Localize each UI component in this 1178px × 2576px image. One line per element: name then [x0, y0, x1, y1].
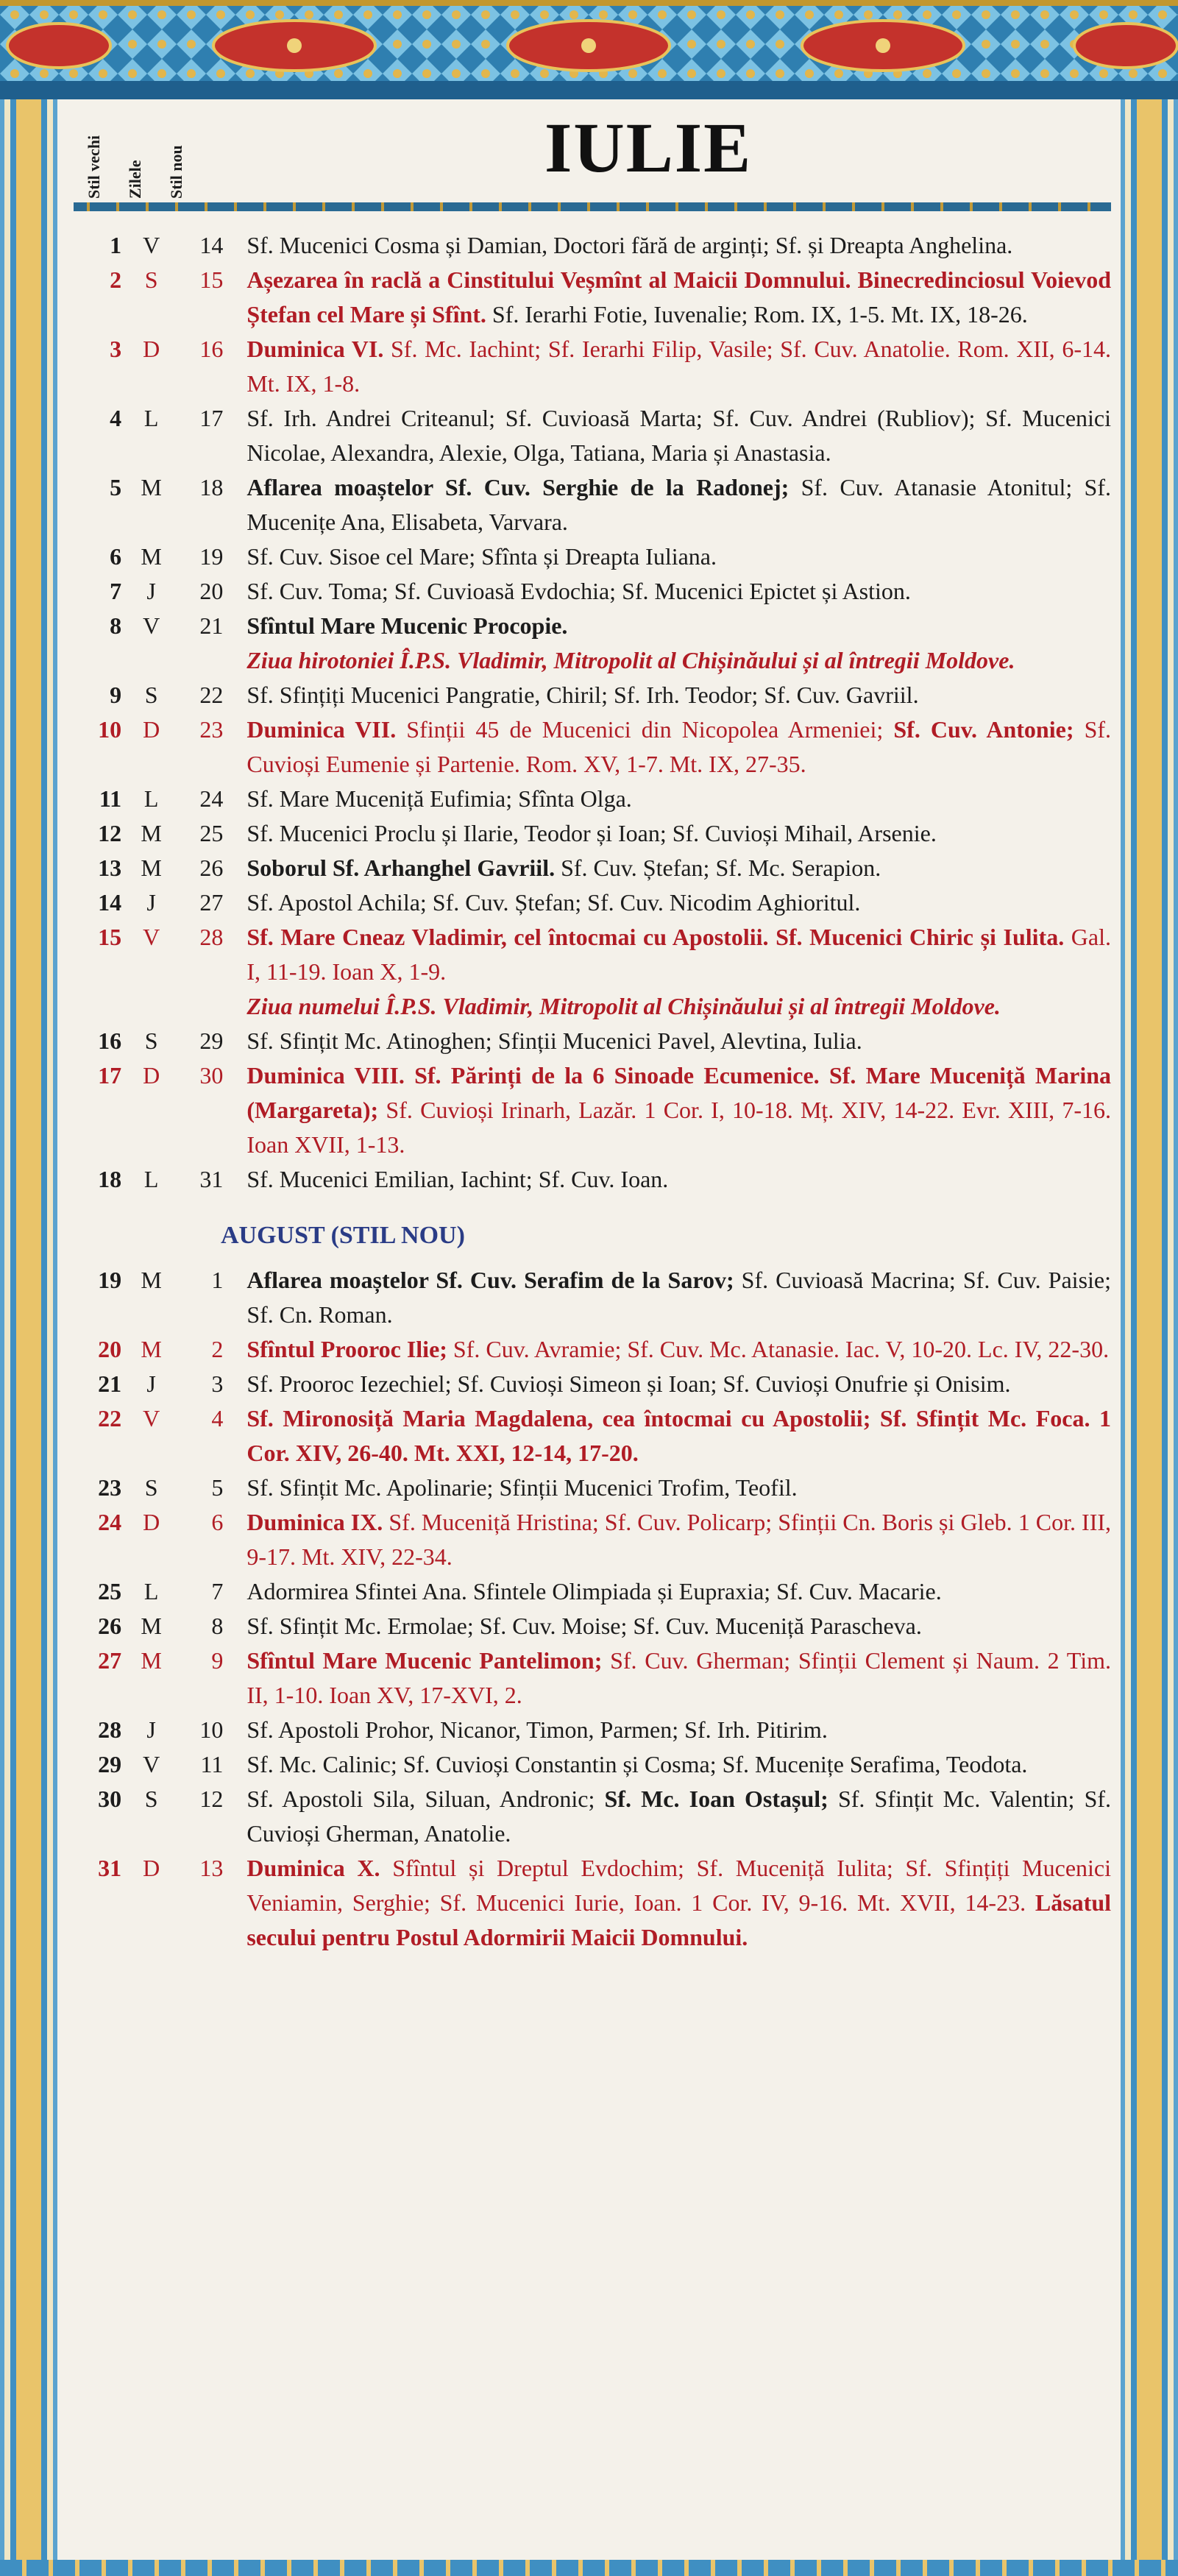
entry-text	[246, 1162, 1111, 1197]
entry-weekday: S	[144, 1786, 158, 1812]
calendar-entry-row	[74, 1713, 1111, 1747]
entry-weekday: M	[141, 1336, 162, 1362]
entry-new-style-date: 12	[199, 1786, 224, 1812]
entry-new-style-date: 3	[211, 1370, 224, 1397]
entry-new-style-date: 25	[199, 820, 224, 846]
calendar-entry-row	[74, 539, 1111, 574]
calendar-entry-row	[74, 470, 1111, 539]
entry-weekday: S	[144, 1027, 158, 1054]
entry-text-segment: Sf. Sfințiți Mucenici Pangratie, Chiril; Sf. Irh. Teodor; Sf. Cuv. Gavriil.	[246, 682, 919, 708]
entry-weekday: L	[143, 1578, 159, 1604]
entry-new-style-date: 1	[211, 1267, 224, 1293]
entry-old-style-date: 18	[98, 1166, 122, 1192]
entry-text	[246, 1471, 1111, 1505]
entry-weekday: V	[143, 1751, 160, 1777]
calendar-entry-row	[74, 332, 1111, 401]
entry-text-segment: Adormirea Sfintei Ana. Sfintele Olimpiada și Eupraxia; Sf. Cuv. Macarie.	[246, 1578, 942, 1604]
entry-old-style-date: 31	[98, 1855, 122, 1881]
entry-weekday: D	[143, 716, 160, 743]
entry-weekday: S	[144, 1474, 158, 1501]
entry-weekday: V	[143, 1405, 160, 1432]
august-section-title: AUGUST (STIL NOU)	[221, 1222, 465, 1249]
column-headings	[74, 107, 221, 199]
entry-old-style-date: 8	[110, 612, 122, 639]
calendar-entry-row	[74, 263, 1111, 332]
entry-old-style-date: 11	[99, 785, 122, 812]
entry-text	[246, 1058, 1111, 1162]
calendar-entry-row	[74, 609, 1111, 678]
entry-old-style-date: 1	[110, 232, 122, 258]
entry-old-style-date: 9	[110, 682, 122, 708]
entry-text	[246, 228, 1111, 263]
entry-text-segment: Sf. Cuv. Atanasie Atonitul; Sf. Mucenițe Ana, Elisabeta, Varvara.	[246, 474, 1112, 535]
entry-old-style-date: 12	[98, 820, 122, 846]
entry-new-style-date: 16	[199, 336, 224, 362]
calendar-entries	[74, 228, 1111, 1955]
entry-text-segment: Aflarea moaștelor Sf. Cuv. Serghie de la Radonej;	[246, 474, 790, 500]
entry-text	[246, 1367, 1111, 1401]
calendar-entry-row	[74, 1263, 1111, 1332]
entry-old-style-date: 3	[110, 336, 122, 362]
entry-text	[246, 470, 1111, 539]
entry-new-style-date: 8	[211, 1613, 224, 1639]
entry-text	[246, 1263, 1111, 1332]
entry-new-style-date: 27	[199, 889, 224, 916]
calendar-header	[74, 99, 1111, 202]
calendar-entry-row	[74, 1367, 1111, 1401]
calendar-entry-row	[74, 920, 1111, 1024]
entry-text-segment: Sf. Mucenici Proclu și Ilarie, Teodor și Ioan; Sf. Cuvioși Mihail, Arsenie.	[246, 820, 937, 846]
entry-weekday: J	[146, 578, 156, 604]
entry-text-segment: Sf. Mare Muceniță Eufimia; Sfînta Olga.	[246, 785, 632, 812]
entry-text	[246, 1574, 1111, 1609]
entry-text-segment: Sf. Sfințit Mc. Ermolae; Sf. Cuv. Moise; Sf. Cuv. Muceniță Parascheva.	[246, 1613, 922, 1639]
calendar-entry-row	[74, 712, 1111, 782]
entry-text-segment: Sf. Muceniță Hristina; Sf. Cuv. Policarp; Sfinții Cn. Boris și Gleb. 1 Cor. III, 9-17. Mt. XIV, 22-34.	[246, 1509, 1112, 1570]
entry-new-style-date: 21	[199, 612, 224, 639]
entry-text	[246, 1505, 1111, 1574]
entry-text	[246, 816, 1111, 851]
column-heading-weekday: Zilele	[126, 160, 144, 199]
entry-old-style-date: 21	[98, 1370, 122, 1397]
entry-text	[246, 1782, 1111, 1851]
entry-weekday: J	[146, 1716, 156, 1743]
entry-weekday: D	[143, 1509, 160, 1535]
entry-weekday: D	[143, 1062, 160, 1089]
calendar-entry-row	[74, 1505, 1111, 1574]
entry-new-style-date: 11	[200, 1751, 224, 1777]
entry-text-segment: Duminica VI.	[246, 336, 384, 362]
entry-old-style-date: 23	[98, 1474, 122, 1501]
calendar-entry-row	[74, 1574, 1111, 1609]
entry-new-style-date: 6	[211, 1509, 224, 1535]
entry-weekday: M	[141, 854, 162, 881]
entry-text-segment: Sf. Apostoli Prohor, Nicanor, Timon, Parmen; Sf. Irh. Pitirim.	[246, 1716, 828, 1743]
entry-old-style-date: 28	[98, 1716, 122, 1743]
entry-old-style-date: 29	[98, 1751, 122, 1777]
entry-new-style-date: 20	[199, 578, 224, 604]
entry-text-segment: Sfinții 45 de Mucenici din Nicopolea Armeniei;	[396, 716, 894, 743]
entry-text-segment: Sfîntul Mare Mucenic Procopie.	[246, 612, 568, 639]
calendar-entry-row	[74, 1332, 1111, 1367]
entry-new-style-date: 10	[199, 1716, 224, 1743]
entry-old-style-date: 7	[110, 578, 122, 604]
entry-weekday: S	[144, 266, 158, 293]
entry-new-style-date: 22	[199, 682, 224, 708]
entry-new-style-date: 19	[199, 543, 224, 570]
calendar-entry-row	[74, 1401, 1111, 1471]
entry-old-style-date: 19	[98, 1267, 122, 1293]
entry-text	[246, 1401, 1111, 1471]
august-entries	[74, 1263, 1111, 1955]
entry-text-segment: Sf. Mc. Calinic; Sf. Cuvioși Constantin și Cosma; Sf. Mucenițe Serafima, Teodota.	[246, 1751, 1028, 1777]
entry-old-style-date: 17	[98, 1062, 122, 1089]
entry-text-segment: Duminica VII.	[246, 716, 397, 743]
entry-weekday: J	[146, 1370, 156, 1397]
entry-text-segment: Sf. Mucenici Cosma și Damian, Doctori fără de arginți; Sf. și Dreapta Anghelina.	[246, 232, 1013, 258]
entry-text	[246, 1024, 1111, 1058]
entry-old-style-date: 27	[98, 1647, 122, 1674]
entry-old-style-date: 15	[98, 924, 122, 950]
entry-text-segment: Sfîntul Mare Mucenic Pantelimon;	[246, 1647, 603, 1674]
entry-text	[246, 1332, 1111, 1367]
entry-text-segment: Sf. Apostol Achila; Sf. Cuv. Ștefan; Sf. Cuv. Nicodim Aghioritul.	[246, 889, 861, 916]
entry-old-style-date: 5	[110, 474, 122, 500]
entry-new-style-date: 9	[211, 1647, 224, 1674]
entry-text-segment: Sf. Sfințit Mc. Apolinarie; Sfinții Mucenici Trofim, Teofil.	[246, 1474, 798, 1501]
entry-text-segment: Sf. Ierarhi Fotie, Iuvenalie; Rom. IX, 1-5. Mt. IX, 18-26.	[486, 301, 1028, 328]
entry-text-segment: Sf. Cuv. Toma; Sf. Cuvioasă Evdochia; Sf. Mucenici Epictet și Astion.	[246, 578, 911, 604]
entry-text	[246, 851, 1111, 885]
entry-weekday: L	[143, 1166, 159, 1192]
entry-text	[246, 1713, 1111, 1747]
entry-text-segment: Sf. Mc. Ioan Ostașul;	[604, 1786, 828, 1812]
entry-text-segment: Sf. Cuv. Ștefan; Sf. Mc. Serapion.	[555, 854, 881, 881]
entry-text-segment: Duminica X.	[246, 1855, 380, 1881]
entry-text-segment: Sf. Mare Cneaz Vladimir, cel întocmai cu Apostolii. Sf. Mucenici Chiric și Iulita.	[246, 924, 1065, 950]
entry-text-segment: Așezarea în raclă a Cinstitului Veșmînt al Maicii Domnului. Binecredinciosul Voievod Ștefan cel Mare și Sfînt.	[246, 266, 1111, 328]
entry-new-style-date: 29	[199, 1027, 224, 1054]
entry-text	[246, 539, 1111, 574]
calendar-entry-row	[74, 782, 1111, 816]
calendar-entry-row	[74, 401, 1111, 470]
entry-new-style-date: 31	[199, 1166, 224, 1192]
entry-text-segment: Sf. Apostoli Sila, Siluan, Andronic;	[246, 1786, 605, 1812]
entry-text-segment: Sf. Prooroc Iezechiel; Sf. Cuvioși Simeon și Ioan; Sf. Cuvioși Onufrie și Onisim.	[246, 1370, 1011, 1397]
entry-text-segment: Sf. Mucenici Emilian, Iachint; Sf. Cuv. Ioan.	[246, 1166, 669, 1192]
entry-new-style-date: 28	[199, 924, 224, 950]
entry-text-segment: Sfîntul și Dreptul Evdochim; Sf. Muceniță Iulita; Sf. Sfințiți Mucenici Veniamin, Serghie; Sf. Mucenici Iurie, Ioan. 1 Cor. IV, 9-16. Mt. XVII, 14-23.	[246, 1855, 1112, 1916]
entry-text	[246, 1609, 1111, 1643]
entry-new-style-date: 17	[199, 405, 224, 431]
entry-weekday: S	[144, 682, 158, 708]
entry-text-segment: Sf. Cuvioasă Macrina; Sf. Cuv. Paisie; Sf. Cn. Roman.	[246, 1267, 1112, 1328]
entry-text-segment: Sf. Sfințit Mc. Atinoghen; Sfinții Mucenici Pavel, Alevtina, Iulia.	[246, 1027, 862, 1054]
calendar-entry-row	[74, 678, 1111, 712]
entry-new-style-date: 13	[199, 1855, 224, 1881]
entry-weekday: D	[143, 336, 160, 362]
entry-text-segment: Gal. I, 11-19. Ioan X, 1-9.	[246, 924, 1112, 985]
calendar-entry-row	[74, 1643, 1111, 1713]
entry-weekday: M	[141, 1647, 162, 1674]
entry-old-style-date: 13	[98, 854, 122, 881]
entry-text	[246, 401, 1111, 470]
entry-text-segment: Sfîntul Prooroc Ilie;	[246, 1336, 447, 1362]
entry-text	[246, 263, 1111, 332]
calendar-entry-row	[74, 851, 1111, 885]
calendar-entry-row	[74, 1471, 1111, 1505]
entry-new-style-date: 7	[211, 1578, 224, 1604]
entry-note: Ziua numelui Î.P.S. Vladimir, Mitropolit al Chișinăului și al întregii Moldove.	[246, 993, 1001, 1019]
entry-new-style-date: 18	[199, 474, 224, 500]
july-entries	[74, 228, 1111, 1197]
left-ornamental-border	[0, 99, 57, 2576]
entry-text	[246, 712, 1111, 782]
entry-new-style-date: 23	[199, 716, 224, 743]
entry-old-style-date: 4	[110, 405, 122, 431]
entry-text	[246, 332, 1111, 401]
entry-weekday: D	[143, 1855, 160, 1881]
calendar-entry-row	[74, 574, 1111, 609]
entry-weekday: M	[141, 543, 162, 570]
entry-text	[246, 1851, 1111, 1955]
entry-text-segment: Sf. Irh. Andrei Criteanul; Sf. Cuvioasă Marta; Sf. Cuv. Andrei (Rubliov); Sf. Mucenici Nicolae, Alexandra, Alexie, Olga, Tatiana, Maria și Anastasia.	[246, 405, 1111, 466]
entry-weekday: L	[143, 405, 159, 431]
entry-old-style-date: 30	[98, 1786, 122, 1812]
calendar-entry-row	[74, 228, 1111, 263]
column-heading-old-style: Stil vechi	[85, 135, 103, 199]
top-ornamental-border	[0, 0, 1178, 99]
entry-text-segment: Sf. Mc. Iachint; Sf. Ierarhi Filip, Vasile; Sf. Cuv. Anatolie. Rom. XII, 6-14. Mt. IX, 1-8.	[246, 336, 1112, 397]
calendar-entry-row	[74, 1024, 1111, 1058]
month-title: IULIE	[544, 108, 753, 187]
entry-note: Ziua hirotoniei Î.P.S. Vladimir, Mitropolit al Chișinăului și al întregii Moldove.	[246, 647, 1015, 673]
entry-old-style-date: 10	[98, 716, 122, 743]
entry-text	[246, 885, 1111, 920]
calendar-entry-row	[74, 816, 1111, 851]
entry-old-style-date: 24	[98, 1509, 122, 1535]
entry-weekday: J	[146, 889, 156, 916]
column-heading-new-style: Stil nou	[167, 145, 185, 199]
right-ornamental-border	[1121, 99, 1178, 2576]
entry-new-style-date: 30	[199, 1062, 224, 1089]
entry-old-style-date: 26	[98, 1613, 122, 1639]
entry-new-style-date: 4	[211, 1405, 224, 1432]
entry-text	[246, 609, 1111, 678]
entry-weekday: V	[143, 924, 160, 950]
entry-weekday: L	[143, 785, 159, 812]
calendar-entry-row	[74, 1782, 1111, 1851]
entry-text-segment: Duminica IX.	[246, 1509, 383, 1535]
calendar-entry-row	[74, 1609, 1111, 1643]
entry-weekday: M	[141, 1613, 162, 1639]
entry-new-style-date: 5	[211, 1474, 224, 1501]
entry-text-segment: Sf. Cuv. Sisoe cel Mare; Sfînta și Dreapta Iuliana.	[246, 543, 717, 570]
entry-text-segment: Sf. Cuv. Gherman; Sfinții Clement și Naum. 2 Tim. II, 1-10. Ioan XV, 17-XVI, 2.	[246, 1647, 1112, 1708]
entry-weekday: V	[143, 612, 160, 639]
entry-weekday: M	[141, 1267, 162, 1293]
entry-text-segment: Soborul Sf. Arhanghel Gavriil.	[246, 854, 556, 881]
entry-text-segment: Duminica VIII. Sf. Părinți de la 6 Sinoade Ecumenice. Sf. Mare Muceniță Marina (Margareta);	[246, 1062, 1111, 1123]
entry-weekday: V	[143, 232, 160, 258]
entry-new-style-date: 2	[211, 1336, 224, 1362]
entry-old-style-date: 6	[110, 543, 122, 570]
entry-text-segment: Sf. Cuvioși Irinarh, Lazăr. 1 Cor. I, 10-18. Mț. XIV, 14-22. Evr. XIII, 7-16. Ioan XVII, 1-13.	[246, 1097, 1111, 1158]
entry-weekday: M	[141, 474, 162, 500]
entry-text-segment: Sf. Sfințit Mc. Valentin; Sf. Cuvioși Gherman, Anatolie.	[246, 1786, 1112, 1847]
entry-text	[246, 782, 1111, 816]
calendar-entry-row	[74, 1058, 1111, 1162]
entry-new-style-date: 24	[199, 785, 224, 812]
entry-old-style-date: 25	[98, 1578, 122, 1604]
calendar-entry-row	[74, 885, 1111, 920]
entry-text	[246, 1643, 1111, 1713]
calendar-entry-row	[74, 1747, 1111, 1782]
entry-text-segment: Lăsatul secului pentru Postul Adormirii Maicii Domnului.	[246, 1889, 1111, 1950]
entry-weekday: M	[141, 820, 162, 846]
header-divider	[74, 202, 1111, 211]
entry-text	[246, 920, 1111, 1024]
entry-text	[246, 1747, 1111, 1782]
entry-text-segment: Sf. Mironosiță Maria Magdalena, cea întocmai cu Apostolii; Sf. Sfințit Mc. Foca. 1 Cor. XIV, 26-40. Mt. XXI, 12-14, 17-20.	[246, 1405, 1111, 1466]
entry-old-style-date: 14	[98, 889, 122, 916]
entry-text	[246, 678, 1111, 712]
entry-text	[246, 574, 1111, 609]
entry-old-style-date: 2	[110, 266, 122, 293]
entry-text-segment: Aflarea moaștelor Sf. Cuv. Serafim de la Sarov;	[246, 1267, 734, 1293]
calendar-entry-row	[74, 1851, 1111, 1955]
entry-new-style-date: 14	[199, 232, 224, 258]
entry-text-segment: Sf. Cuv. Avramie; Sf. Cuv. Mc. Atanasie. Iac. V, 10-20. Lc. IV, 22-30.	[447, 1336, 1110, 1362]
entry-text-segment: Sf. Cuv. Antonie;	[893, 716, 1074, 743]
entry-text-segment: Sf. Cuvioși Eumenie și Partenie. Rom. XV, 1-7. Mt. IX, 27-35.	[246, 716, 1112, 777]
entry-new-style-date: 15	[199, 266, 224, 293]
entry-old-style-date: 16	[98, 1027, 122, 1054]
entry-new-style-date: 26	[199, 854, 224, 881]
entry-old-style-date: 20	[98, 1336, 122, 1362]
entry-old-style-date: 22	[98, 1405, 122, 1432]
bottom-ornamental-border	[0, 2560, 1178, 2576]
calendar-entry-row	[74, 1162, 1111, 1197]
